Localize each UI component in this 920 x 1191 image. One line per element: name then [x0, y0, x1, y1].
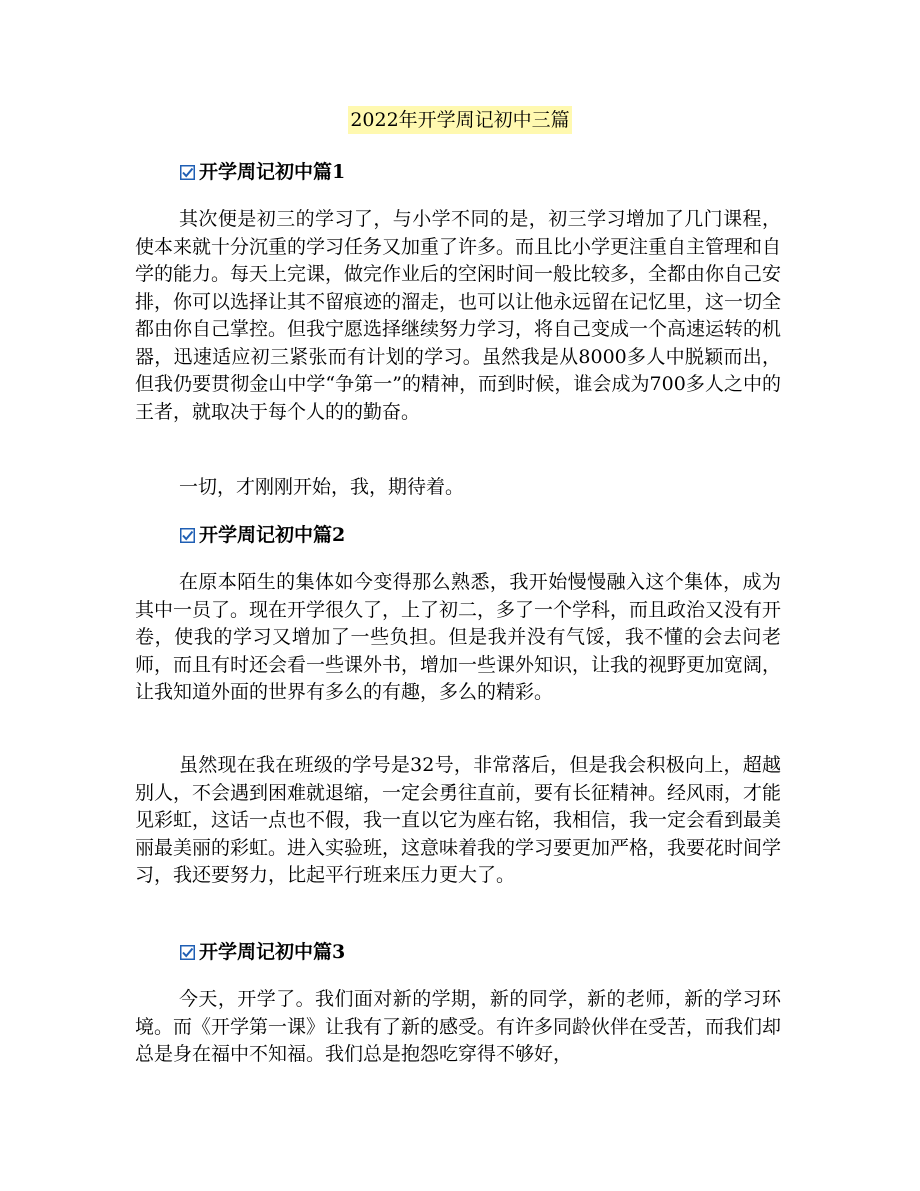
section-heading-3	[180, 938, 345, 966]
section-heading-text: 开学周记初中篇2	[199, 524, 346, 546]
paragraph: 今天，开学了。我们面对新的学期，新的同学，新的老师，新的学习环境。而《开学第一课》让我有了新的感受。有许多同龄伙伴在受苦，而我们却总是身在福中不知福。我们总是抱怨吃穿得不够好，	[135, 988, 782, 1065]
section-heading-1	[180, 158, 345, 186]
section-heading-2	[180, 521, 345, 549]
checkbox-icon	[180, 528, 195, 543]
paragraph: 虽然现在我在班级的学号是32号，非常落后，但是我会积极向上，超越别人，不会遇到困难就退缩，一定会勇往直前，要有长征精神。经风雨，才能见彩虹，这话一点也不假，我一直以它为座右铭，我相信，我一定会看到最美丽最美丽的彩虹。进入实验班，这意味着我的学习要更加严格，我要花时间学习，我还要努力，比起平行班来压力更大了。	[135, 754, 782, 886]
section-heading-text: 开学周记初中篇1	[199, 161, 346, 183]
paragraph: 其次便是初三的学习了，与小学不同的是，初三学习增加了几门课程，使本来就十分沉重的学习任务又加重了许多。而且比小学更注重自主管理和自学的能力。每天上完课，做完作业后的空闲时间一般比较多，全都由你自己安排，你可以选择让其不留痕迹的溜走，也可以让他永远留在记忆里，这一切全都由你自己掌控。但我宁愿选择继续努力学习，将自己变成一个高速运转的机器，迅速适应初三紧张而有计划的学习。虽然我是从8000多人中脱颖而出，但我仍要贯彻金山中学“争第一”的精神，而到时候，谁会成为700多人之中的王者，就取决于每个人的的勤奋。	[135, 208, 782, 423]
paragraph: 在原本陌生的集体如今变得那么熟悉，我开始慢慢融入这个集体，成为其中一员了。现在开学很久了，上了初二，多了一个学科，而且政治又没有开卷，使我的学习又增加了一些负担。但是我并没有气馁，我不懂的会去问老师，而且有时还会看一些课外书，增加一些课外知识，让我的视野更加宽阔，让我知道外面的世界有多么的有趣，多么的精彩。	[135, 571, 782, 703]
document-title: 2022年开学周记初中三篇	[348, 106, 571, 134]
title-row	[0, 106, 920, 134]
checkbox-icon	[180, 945, 195, 960]
paragraph: 一切，才刚刚开始，我，期待着。	[179, 476, 465, 498]
checkbox-icon	[180, 165, 195, 180]
section-heading-text: 开学周记初中篇3	[199, 941, 346, 963]
